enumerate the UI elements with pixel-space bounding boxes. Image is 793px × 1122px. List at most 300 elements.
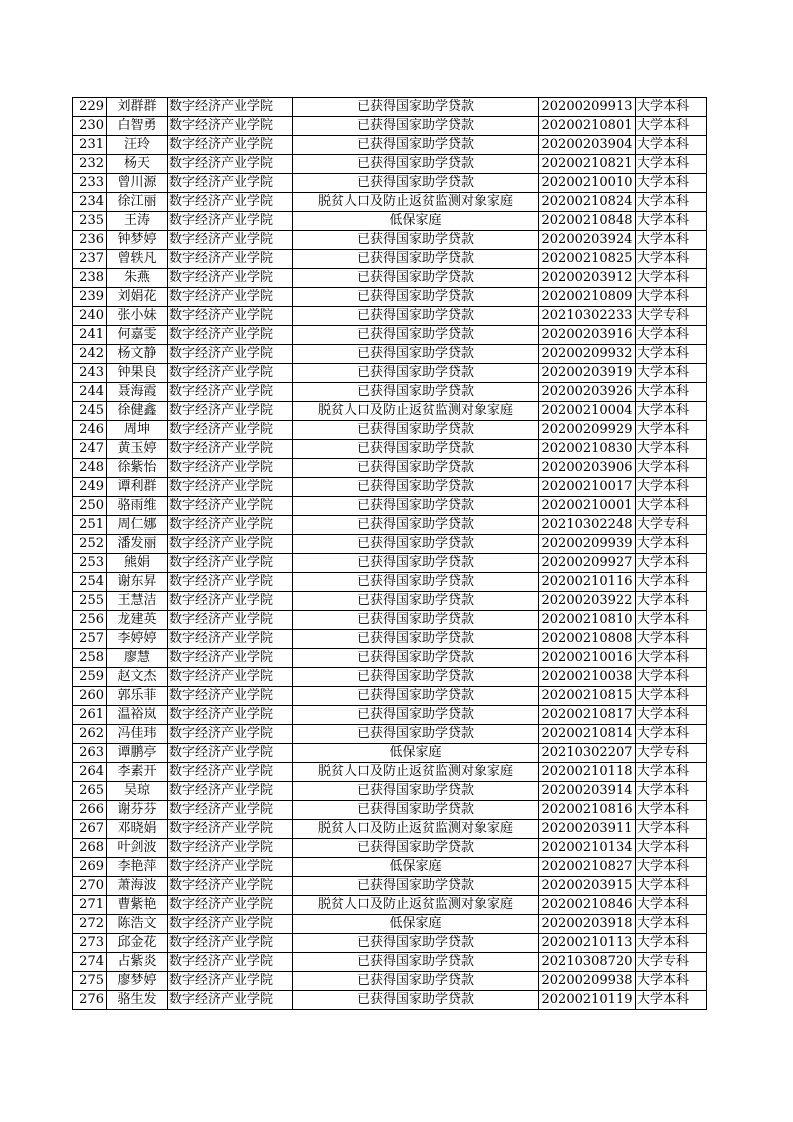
college-cell: 数字经济产业学院 [168,953,293,972]
education-level-cell: 大学本科 [636,649,707,668]
table-row [73,269,707,288]
student-name-cell: 李艳萍 [107,858,168,877]
student-id-cell: 20200210113 [539,934,636,953]
table-row [73,402,707,421]
table-row [73,991,707,1010]
student-id-cell: 20200210814 [539,725,636,744]
education-level-cell: 大学本科 [636,269,707,288]
education-level-cell: 大学本科 [636,136,707,155]
student-name-cell: 朱燕 [107,269,168,288]
student-name-cell: 谢东昇 [107,573,168,592]
table-row [73,706,707,725]
student-id-cell: 20200210825 [539,250,636,269]
row-number-cell: 256 [73,611,107,630]
education-level-cell: 大学本科 [636,820,707,839]
college-cell: 数字经济产业学院 [168,687,293,706]
college-cell: 数字经济产业学院 [168,668,293,687]
student-name-cell: 邱金花 [107,934,168,953]
student-id-cell: 20200210801 [539,117,636,136]
student-id-cell: 20200203914 [539,782,636,801]
college-cell: 数字经济产业学院 [168,801,293,820]
aid-type-cell: 已获得国家助学贷款 [293,269,539,288]
table-row [73,858,707,877]
education-level-cell: 大学本科 [636,345,707,364]
aid-type-cell: 已获得国家助学贷款 [293,611,539,630]
student-id-cell: 20200210808 [539,630,636,649]
table-row [73,497,707,516]
college-cell: 数字经济产业学院 [168,744,293,763]
aid-type-cell: 脱贫人口及防止返贫监测对象家庭 [293,763,539,782]
table-row [73,136,707,155]
table-row [73,573,707,592]
college-cell: 数字经济产业学院 [168,611,293,630]
education-level-cell: 大学本科 [636,763,707,782]
college-cell: 数字经济产业学院 [168,174,293,193]
student-id-cell: 20200210134 [539,839,636,858]
table-row [73,763,707,782]
aid-type-cell: 已获得国家助学贷款 [293,345,539,364]
row-number-cell: 237 [73,250,107,269]
student-name-cell: 谭利群 [107,478,168,497]
college-cell: 数字经济产业学院 [168,649,293,668]
student-name-cell: 陈浩文 [107,915,168,934]
student-name-cell: 骆生发 [107,991,168,1010]
aid-type-cell: 已获得国家助学贷款 [293,307,539,326]
row-number-cell: 258 [73,649,107,668]
college-cell: 数字经济产业学院 [168,402,293,421]
table-row [73,649,707,668]
education-level-cell: 大学本科 [636,402,707,421]
student-name-cell: 白智勇 [107,117,168,136]
table-row [73,231,707,250]
student-id-cell: 20200210038 [539,668,636,687]
row-number-cell: 245 [73,402,107,421]
table-row [73,592,707,611]
student-name-cell: 吴琼 [107,782,168,801]
college-cell: 数字经济产业学院 [168,573,293,592]
table-row [73,611,707,630]
aid-type-cell: 已获得国家助学贷款 [293,630,539,649]
college-cell: 数字经济产业学院 [168,896,293,915]
college-cell: 数字经济产业学院 [168,782,293,801]
college-cell: 数字经济产业学院 [168,763,293,782]
table-row [73,896,707,915]
student-name-cell: 萧海波 [107,877,168,896]
student-name-cell: 王涛 [107,212,168,231]
college-cell: 数字经济产业学院 [168,440,293,459]
college-cell: 数字经济产业学院 [168,915,293,934]
student-id-cell: 20200210001 [539,497,636,516]
table-row [73,972,707,991]
row-number-cell: 253 [73,554,107,573]
aid-type-cell: 已获得国家助学贷款 [293,364,539,383]
student-id-cell: 20200210016 [539,649,636,668]
education-level-cell: 大学本科 [636,972,707,991]
student-name-cell: 徐江丽 [107,193,168,212]
education-level-cell: 大学本科 [636,991,707,1010]
aid-type-cell: 已获得国家助学贷款 [293,573,539,592]
college-cell: 数字经济产业学院 [168,592,293,611]
education-level-cell: 大学本科 [636,326,707,345]
education-level-cell: 大学本科 [636,174,707,193]
student-name-cell: 何嘉雯 [107,326,168,345]
table-row [73,725,707,744]
aid-type-cell: 脱贫人口及防止返贫监测对象家庭 [293,820,539,839]
student-name-cell: 赵文杰 [107,668,168,687]
education-level-cell: 大学专科 [636,953,707,972]
education-level-cell: 大学本科 [636,896,707,915]
table-row [73,155,707,174]
row-number-cell: 257 [73,630,107,649]
college-cell: 数字经济产业学院 [168,706,293,725]
aid-type-cell: 已获得国家助学贷款 [293,706,539,725]
education-level-cell: 大学本科 [636,592,707,611]
row-number-cell: 231 [73,136,107,155]
education-level-cell: 大学本科 [636,231,707,250]
student-id-cell: 20200209927 [539,554,636,573]
table-body [73,98,707,1010]
education-level-cell: 大学本科 [636,212,707,231]
aid-type-cell: 脱贫人口及防止返贫监测对象家庭 [293,193,539,212]
student-id-cell: 20200203924 [539,231,636,250]
student-name-cell: 钟梦婷 [107,231,168,250]
education-level-cell: 大学本科 [636,706,707,725]
student-id-cell: 20200210119 [539,991,636,1010]
aid-type-cell: 脱贫人口及防止返贫监测对象家庭 [293,896,539,915]
row-number-cell: 251 [73,516,107,535]
row-number-cell: 263 [73,744,107,763]
college-cell: 数字经济产业学院 [168,421,293,440]
row-number-cell: 260 [73,687,107,706]
education-level-cell: 大学专科 [636,516,707,535]
row-number-cell: 250 [73,497,107,516]
college-cell: 数字经济产业学院 [168,117,293,136]
education-level-cell: 大学专科 [636,307,707,326]
student-name-cell: 徐紫怡 [107,459,168,478]
student-id-cell: 20200210817 [539,706,636,725]
student-id-cell: 20200210116 [539,573,636,592]
table-row [73,782,707,801]
college-cell: 数字经济产业学院 [168,136,293,155]
row-number-cell: 273 [73,934,107,953]
college-cell: 数字经济产业学院 [168,250,293,269]
table-row [73,687,707,706]
row-number-cell: 254 [73,573,107,592]
student-name-cell: 谢芬芬 [107,801,168,820]
student-id-cell: 20200203919 [539,364,636,383]
row-number-cell: 238 [73,269,107,288]
row-number-cell: 233 [73,174,107,193]
education-level-cell: 大学本科 [636,858,707,877]
student-id-cell: 20200203926 [539,383,636,402]
aid-type-cell: 已获得国家助学贷款 [293,535,539,554]
table-row [73,174,707,193]
table-row [73,364,707,383]
aid-type-cell: 已获得国家助学贷款 [293,592,539,611]
student-id-cell: 20200210004 [539,402,636,421]
education-level-cell: 大学本科 [636,421,707,440]
table-row [73,554,707,573]
row-number-cell: 232 [73,155,107,174]
aid-type-cell: 已获得国家助学贷款 [293,554,539,573]
aid-type-cell: 已获得国家助学贷款 [293,231,539,250]
aid-type-cell: 已获得国家助学贷款 [293,991,539,1010]
row-number-cell: 266 [73,801,107,820]
table-row [73,288,707,307]
education-level-cell: 大学本科 [636,478,707,497]
aid-type-cell: 已获得国家助学贷款 [293,383,539,402]
row-number-cell: 240 [73,307,107,326]
aid-type-cell: 已获得国家助学贷款 [293,136,539,155]
college-cell: 数字经济产业学院 [168,288,293,307]
table-row [73,877,707,896]
education-level-cell: 大学本科 [636,155,707,174]
student-name-cell: 刘群群 [107,98,168,117]
student-name-cell: 聂海霞 [107,383,168,402]
student-id-cell: 20200210809 [539,288,636,307]
student-name-cell: 骆雨维 [107,497,168,516]
student-id-cell: 20200203906 [539,459,636,478]
education-level-cell: 大学本科 [636,535,707,554]
aid-type-cell: 已获得国家助学贷款 [293,497,539,516]
student-id-cell: 20200203911 [539,820,636,839]
aid-type-cell: 低保家庭 [293,915,539,934]
row-number-cell: 243 [73,364,107,383]
student-name-cell: 汪玲 [107,136,168,155]
aid-type-cell: 已获得国家助学贷款 [293,953,539,972]
education-level-cell: 大学本科 [636,877,707,896]
table-row [73,744,707,763]
student-id-cell: 20210308720 [539,953,636,972]
row-number-cell: 259 [73,668,107,687]
aid-type-cell: 低保家庭 [293,744,539,763]
education-level-cell: 大学本科 [636,364,707,383]
row-number-cell: 270 [73,877,107,896]
student-id-cell: 20210302248 [539,516,636,535]
student-id-cell: 20200203916 [539,326,636,345]
aid-type-cell: 已获得国家助学贷款 [293,877,539,896]
education-level-cell: 大学本科 [636,459,707,478]
college-cell: 数字经济产业学院 [168,839,293,858]
table-row [73,839,707,858]
row-number-cell: 241 [73,326,107,345]
student-name-cell: 杨天 [107,155,168,174]
student-id-cell: 20200209938 [539,972,636,991]
aid-type-cell: 已获得国家助学贷款 [293,250,539,269]
row-number-cell: 268 [73,839,107,858]
student-id-cell: 20200210846 [539,896,636,915]
education-level-cell: 大学本科 [636,687,707,706]
college-cell: 数字经济产业学院 [168,383,293,402]
student-name-cell: 张小妹 [107,307,168,326]
row-number-cell: 267 [73,820,107,839]
aid-type-cell: 已获得国家助学贷款 [293,725,539,744]
row-number-cell: 276 [73,991,107,1010]
education-level-cell: 大学本科 [636,725,707,744]
student-name-cell: 王慧洁 [107,592,168,611]
education-level-cell: 大学本科 [636,630,707,649]
college-cell: 数字经济产业学院 [168,364,293,383]
student-name-cell: 李素开 [107,763,168,782]
college-cell: 数字经济产业学院 [168,155,293,174]
table-row [73,516,707,535]
college-cell: 数字经济产业学院 [168,345,293,364]
aid-type-cell: 已获得国家助学贷款 [293,117,539,136]
student-name-cell: 冯佳玮 [107,725,168,744]
table-row [73,345,707,364]
row-number-cell: 262 [73,725,107,744]
college-cell: 数字经济产业学院 [168,725,293,744]
aid-type-cell: 已获得国家助学贷款 [293,98,539,117]
table-row [73,212,707,231]
student-name-cell: 占紫炎 [107,953,168,972]
student-id-cell: 20200210118 [539,763,636,782]
aid-type-cell: 已获得国家助学贷款 [293,687,539,706]
table-row [73,459,707,478]
student-id-cell: 20200203912 [539,269,636,288]
row-number-cell: 275 [73,972,107,991]
aid-type-cell: 低保家庭 [293,212,539,231]
aid-type-cell: 已获得国家助学贷款 [293,801,539,820]
aid-type-cell: 已获得国家助学贷款 [293,782,539,801]
aid-type-cell: 已获得国家助学贷款 [293,839,539,858]
student-id-cell: 20200203922 [539,592,636,611]
table-row [73,668,707,687]
table-row [73,98,707,117]
student-name-cell: 龙建英 [107,611,168,630]
row-number-cell: 244 [73,383,107,402]
education-level-cell: 大学本科 [636,554,707,573]
student-name-cell: 徐健鑫 [107,402,168,421]
aid-type-cell: 已获得国家助学贷款 [293,516,539,535]
student-id-cell: 20200209939 [539,535,636,554]
row-number-cell: 269 [73,858,107,877]
table-row [73,801,707,820]
college-cell: 数字经济产业学院 [168,820,293,839]
college-cell: 数字经济产业学院 [168,991,293,1010]
row-number-cell: 239 [73,288,107,307]
education-level-cell: 大学本科 [636,611,707,630]
student-id-cell: 20200210827 [539,858,636,877]
college-cell: 数字经济产业学院 [168,630,293,649]
college-cell: 数字经济产业学院 [168,98,293,117]
college-cell: 数字经济产业学院 [168,231,293,250]
student-name-cell: 潘发丽 [107,535,168,554]
college-cell: 数字经济产业学院 [168,535,293,554]
student-name-cell: 黄玉婷 [107,440,168,459]
student-id-cell: 20200210816 [539,801,636,820]
row-number-cell: 261 [73,706,107,725]
student-name-cell: 叶剑波 [107,839,168,858]
education-level-cell: 大学本科 [636,782,707,801]
student-name-cell: 郭乐菲 [107,687,168,706]
row-number-cell: 274 [73,953,107,972]
aid-type-cell: 已获得国家助学贷款 [293,459,539,478]
education-level-cell: 大学本科 [636,573,707,592]
college-cell: 数字经济产业学院 [168,478,293,497]
student-name-cell: 杨文静 [107,345,168,364]
row-number-cell: 247 [73,440,107,459]
college-cell: 数字经济产业学院 [168,193,293,212]
education-level-cell: 大学本科 [636,288,707,307]
table-row [73,820,707,839]
row-number-cell: 229 [73,98,107,117]
education-level-cell: 大学本科 [636,934,707,953]
education-level-cell: 大学本科 [636,193,707,212]
table-row [73,326,707,345]
student-aid-list-table [72,97,707,1010]
education-level-cell: 大学本科 [636,839,707,858]
college-cell: 数字经济产业学院 [168,459,293,478]
aid-type-cell: 已获得国家助学贷款 [293,649,539,668]
table-row [73,440,707,459]
student-name-cell: 邓晓娟 [107,820,168,839]
student-name-cell: 刘娟花 [107,288,168,307]
student-id-cell: 20200209932 [539,345,636,364]
aid-type-cell: 低保家庭 [293,858,539,877]
row-number-cell: 272 [73,915,107,934]
row-number-cell: 271 [73,896,107,915]
row-number-cell: 255 [73,592,107,611]
student-id-cell: 20200210010 [539,174,636,193]
college-cell: 数字经济产业学院 [168,269,293,288]
row-number-cell: 264 [73,763,107,782]
student-id-cell: 20200210815 [539,687,636,706]
table-row [73,915,707,934]
aid-type-cell: 已获得国家助学贷款 [293,174,539,193]
student-id-cell: 20210302207 [539,744,636,763]
aid-type-cell: 已获得国家助学贷款 [293,326,539,345]
college-cell: 数字经济产业学院 [168,934,293,953]
college-cell: 数字经济产业学院 [168,516,293,535]
table-row [73,250,707,269]
row-number-cell: 252 [73,535,107,554]
student-id-cell: 20200203915 [539,877,636,896]
aid-type-cell: 已获得国家助学贷款 [293,421,539,440]
aid-type-cell: 已获得国家助学贷款 [293,155,539,174]
education-level-cell: 大学本科 [636,250,707,269]
row-number-cell: 234 [73,193,107,212]
student-id-cell: 20210302233 [539,307,636,326]
student-name-cell: 廖梦婷 [107,972,168,991]
table-row [73,953,707,972]
aid-type-cell: 已获得国家助学贷款 [293,440,539,459]
student-name-cell: 曾川源 [107,174,168,193]
student-name-cell: 熊娟 [107,554,168,573]
student-id-cell: 20200210821 [539,155,636,174]
college-cell: 数字经济产业学院 [168,972,293,991]
student-name-cell: 曾轶凡 [107,250,168,269]
college-cell: 数字经济产业学院 [168,554,293,573]
student-id-cell: 20200210824 [539,193,636,212]
student-id-cell: 20200210810 [539,611,636,630]
college-cell: 数字经济产业学院 [168,307,293,326]
row-number-cell: 242 [73,345,107,364]
row-number-cell: 249 [73,478,107,497]
student-name-cell: 李婷婷 [107,630,168,649]
table-row [73,934,707,953]
education-level-cell: 大学本科 [636,668,707,687]
row-number-cell: 265 [73,782,107,801]
table-row [73,630,707,649]
aid-type-cell: 已获得国家助学贷款 [293,668,539,687]
student-name-cell: 周坤 [107,421,168,440]
college-cell: 数字经济产业学院 [168,212,293,231]
table-row [73,117,707,136]
student-name-cell: 廖慧 [107,649,168,668]
college-cell: 数字经济产业学院 [168,326,293,345]
student-name-cell: 曹紫艳 [107,896,168,915]
